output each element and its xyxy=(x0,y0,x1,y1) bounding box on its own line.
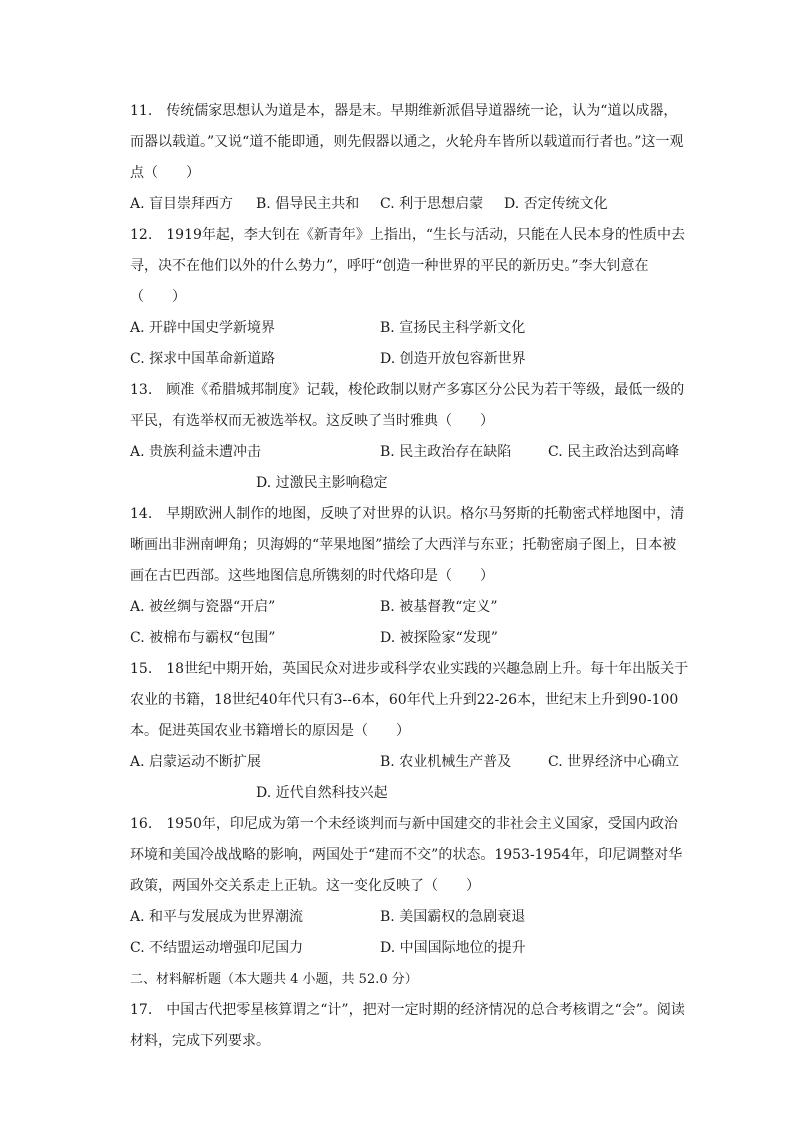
option-d: D. 近代自然科技兴起 xyxy=(256,785,388,801)
option-d: D. 创造开放包容新世界 xyxy=(380,351,526,367)
options-row xyxy=(130,902,690,933)
option-b: B. 农业机械生产普及 xyxy=(380,754,512,770)
options-row xyxy=(130,468,690,499)
options-row xyxy=(130,747,690,778)
options-row xyxy=(130,437,690,468)
question-stem: 11. 传统儒家思想认为道是本，器是末。早期维新派倡导道器统一论，认为“道以成器，而器以载道。”又说“道不能即通，则先假器以通之，火轮舟车皆所以载道而行者也。”这一观点（ ） xyxy=(130,103,684,181)
options-row xyxy=(130,623,690,654)
options-row xyxy=(130,592,690,623)
options-row xyxy=(130,778,690,809)
question-14 xyxy=(130,499,690,654)
option-a: A. 被丝绸与瓷器“开启” xyxy=(130,599,276,615)
option-b: B. 宣扬民主科学新文化 xyxy=(380,320,526,336)
option-d: D. 过激民主影响稳定 xyxy=(256,475,388,491)
question-stem: 12. 1919年起，李大钊在《新青年》上指出，“生长与活动，只能在人民本身的性质中去寻，决不在他们以外的什么势力”，呼吁“创造一种世界的平民的新历史。”李大钊意在（ ） xyxy=(130,227,686,305)
question-11 xyxy=(130,96,690,220)
option-b: B. 倡导民主共和 xyxy=(256,196,360,212)
question-stem: 17. 中国古代把零星核算谓之“计”，把对一定时期的经济情况的总合考核谓之“会”。阅读材料，完成下列要求。 xyxy=(130,1002,685,1049)
option-a: A. 启蒙运动不断扩展 xyxy=(130,754,262,770)
question-12 xyxy=(130,220,690,375)
question-13 xyxy=(130,375,690,499)
question-stem: 16. 1950年，印尼成为第一个未经谈判而与新中国建交的非社会主义国家，受国内政治环境和美国冷战战略的影响，两国处于“建而不交”的状态。1953-1954年，印尼调整对华政策，两国外交关系走上正轨。这一变化反映了（ ） xyxy=(130,816,683,894)
option-a: A. 贵族利益未遭冲击 xyxy=(130,444,262,460)
question-17 xyxy=(130,995,690,1057)
option-c: C. 利于思想启蒙 xyxy=(380,196,484,212)
question-16 xyxy=(130,809,690,964)
question-stem: 14. 早期欧洲人制作的地图，反映了对世界的认识。格尔马努斯的托勒密式样地图中，清晰画出非洲南岬角；贝海姆的“苹果地图”描绘了大西洋与东亚；托勒密扇子图上，日本被画在古巴西部。这些地图信息所镌刻的时代烙印是（ ） xyxy=(130,506,685,584)
options-row xyxy=(130,933,690,964)
question-list xyxy=(130,96,690,1057)
section-heading: 二、材料解析题（本大题共 4 小题，共 52.0 分） xyxy=(130,972,418,987)
option-d: D. 中国国际地位的提升 xyxy=(380,940,526,956)
option-a: A. 盲目崇拜西方 xyxy=(130,196,234,212)
option-c: C. 世界经济中心确立 xyxy=(548,754,680,770)
question-stem: 15. 18世纪中期开始，英国民众对进步或科学农业实践的兴趣急剧上升。每十年出版关于农业的书籍，18世纪40年代只有3--6本，60年代上升到22-26本，世纪末上升到90-100本。促进英国农业书籍增长的原因是（ ） xyxy=(130,661,689,739)
option-a: A. 开辟中国史学新境界 xyxy=(130,320,276,336)
question-15 xyxy=(130,654,690,809)
option-c: C. 被棉布与霸权“包围” xyxy=(130,630,276,646)
question-stem: 13. 顾准《希腊城邦制度》记载，梭伦政制以财产多寡区分公民为若干等级，最低一级的平民，有选举权而无被选举权。这反映了当时雅典（ ） xyxy=(130,382,685,429)
options-row xyxy=(130,313,690,344)
option-a: A. 和平与发展成为世界潮流 xyxy=(130,909,304,925)
option-d: D. 被探险家“发现” xyxy=(380,630,498,646)
option-b: B. 被基督教“定义” xyxy=(380,599,498,615)
options-row xyxy=(130,189,690,220)
option-d: D. 否定传统文化 xyxy=(504,196,608,212)
option-b: B. 民主政治存在缺陷 xyxy=(380,444,512,460)
option-c: C. 民主政治达到高峰 xyxy=(548,444,680,460)
option-c: C. 探求中国革命新道路 xyxy=(130,351,276,367)
options-row xyxy=(130,344,690,375)
option-b: B. 美国霸权的急剧衰退 xyxy=(380,909,526,925)
option-c: C. 不结盟运动增强印尼国力 xyxy=(130,940,304,956)
